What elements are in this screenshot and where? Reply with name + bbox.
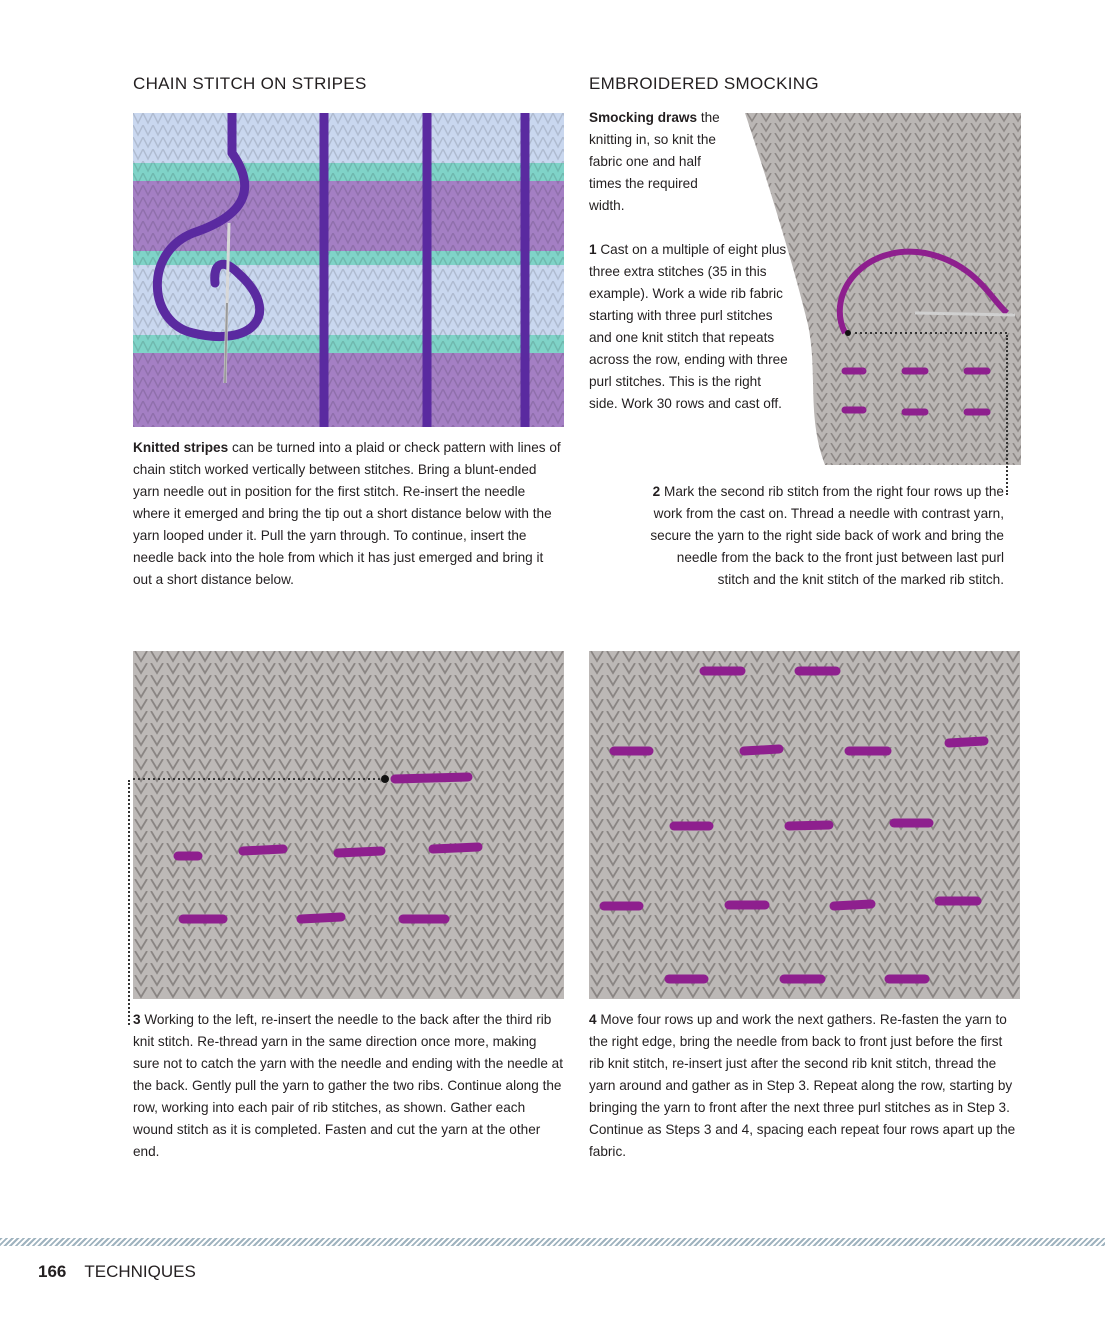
smocking-step-4: 4 Move four rows up and work the next gathers. Re-fasten the yarn to the right edge, bring the needle from back to front just before the first rib knit stitch, re-insert just after the second rib knit stitch, thread the yarn around and gather as in Step 3. Repeat along the row, starting by bringing the yarn to front after the next three purl stitches as in Step 3. Continue as Steps 3 and 4, spacing each repeat four rows apart up the fabric. bbox=[589, 1012, 1016, 1159]
step-number: 4 bbox=[589, 1012, 597, 1027]
chain-stitch-description: Knitted stripes can be turned into a plaid or check pattern with lines of chain stitch worked vertically between stitches. Bring a blunt-ended yarn needle out in position for the first stitch. Re-insert the needle where it emerged and bring the tip out a short distance below with the yarn looped under it. Pull the yarn through. To continue, insert the needle back into the hole from which it has just emerged and bring it out a short distance below. bbox=[133, 440, 561, 587]
leader-line bbox=[1006, 335, 1008, 495]
step-number: 2 bbox=[652, 484, 661, 499]
smocking-step-3: 3 Working to the left, re-insert the needle to the back after the third rib knit stitch. Re-thread yarn in the same direction once more, making sure not to catch the yarn with the needle and ending with the needle at the back. Gently pull the yarn to gather the two ribs. Continue along the row, working into each pair of rib stitches, as shown. Gather each wound stitch as it is completed. Fasten and cut the yarn at the other end. bbox=[133, 1012, 564, 1159]
photo-smocking-step-4 bbox=[589, 651, 1020, 999]
page-number: 166 bbox=[38, 1262, 67, 1281]
page-footer bbox=[38, 1262, 196, 1282]
section-heading-chain-stitch: CHAIN STITCH ON STRIPES bbox=[133, 74, 367, 93]
section-name: TECHNIQUES bbox=[84, 1262, 196, 1281]
smocking-intro: Smocking draws the knitting in, so knit the fabric one and half times the required width. bbox=[589, 110, 720, 213]
smocking-step-2: 2 Mark the second rib stitch from the right four rows up the work from the cast on. Thread a needle with contrast yarn, secure the yarn to the right side back of work and bring the needle from the back to the front just between last purl stitch and the knit stitch of the marked rib stitch. bbox=[650, 484, 1004, 587]
leader-line bbox=[128, 780, 130, 1025]
smocking-step-1: 1 Cast on a multiple of eight plus three extra stitches (35 in this example). Work a wide rib fabric starting with three purl stitches and one knit stitch that repeats across the row, ending with three purl stitches. This is the right side. Work 30 rows and cast off. bbox=[589, 242, 788, 411]
footer-rule bbox=[0, 1238, 1105, 1246]
step-number: 3 bbox=[133, 1012, 141, 1027]
photo-smocking-overview bbox=[745, 113, 1021, 465]
section-heading-smocking: EMBROIDERED SMOCKING bbox=[589, 74, 819, 93]
step-number: 1 bbox=[589, 242, 597, 257]
photo-smocking-step-3 bbox=[133, 651, 564, 999]
photo-chain-stitch-stripes bbox=[133, 113, 564, 427]
